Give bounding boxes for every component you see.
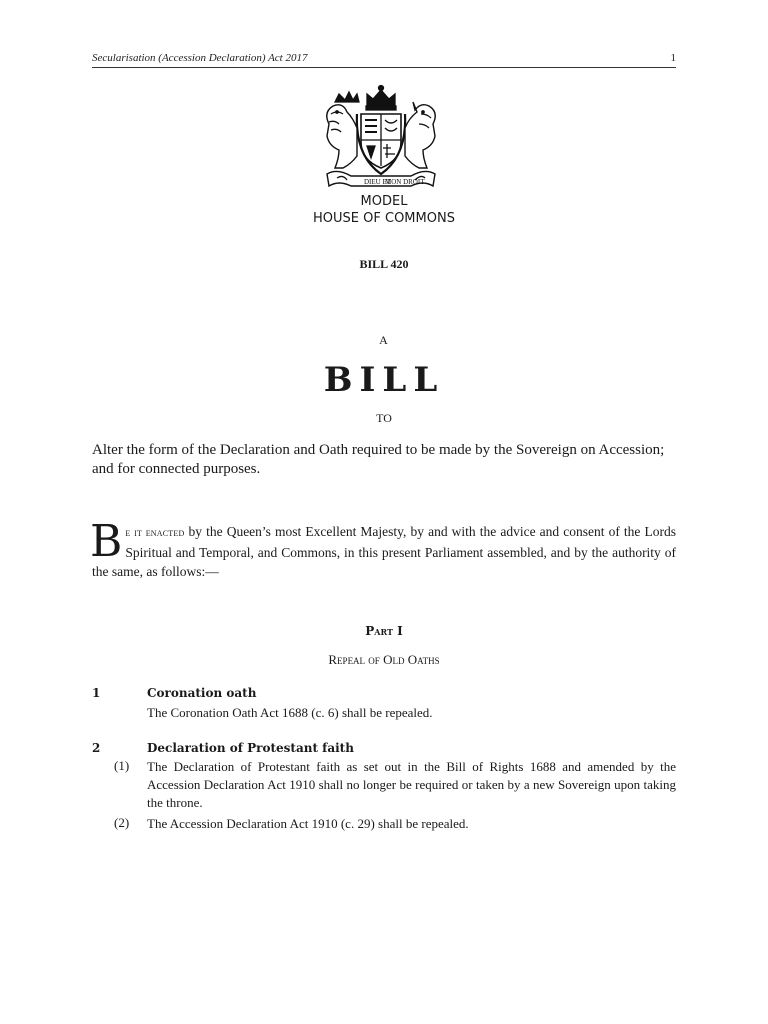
header-rule — [92, 67, 676, 68]
motto-right: MON DROIT — [385, 178, 425, 186]
enacting-small-caps: e it enacted — [125, 527, 185, 539]
section-text: The Coronation Oath Act 1688 (c. 6) shall be repealed. — [147, 705, 433, 720]
model-label: MODEL — [360, 194, 408, 209]
long-title: Alter the form of the Declaration and Oath required to be made by the Sovereign on Accession; and for connected purposes. — [92, 442, 665, 477]
running-header — [92, 52, 676, 64]
article-label: A — [379, 333, 389, 347]
enacting-formula — [90, 516, 676, 581]
motto-left: DIEU ET — [364, 178, 392, 186]
subsection-text: The Declaration of Protestant faith as set out in the Bill of Rights 1688 and amended by the Accession Declaration Act 1910 shall no longer be required or taken by a new Sovereign upon taking the throne. — [147, 759, 676, 810]
bill-number: BILL 420 — [359, 257, 409, 271]
section-number: 2 — [92, 741, 101, 755]
part-label: Part I — [365, 624, 403, 638]
running-title: Secularisation (Accession Declaration) Act 2017 — [92, 52, 308, 64]
to-label: TO — [376, 411, 392, 425]
subsection-number: (1) — [114, 758, 130, 773]
subsection-text: The Accession Declaration Act 1910 (c. 29) shall be repealed. — [147, 816, 469, 831]
section-number: 1 — [92, 686, 101, 700]
royal-coat-of-arms-icon — [317, 84, 445, 192]
part-title: Repeal of Old Oaths — [328, 652, 440, 667]
bill-title: BILL — [323, 360, 445, 400]
page-number: 1 — [670, 52, 676, 64]
subsection-number: (2) — [114, 815, 130, 830]
section-heading: Coronation oath — [147, 686, 257, 700]
house-label: HOUSE OF COMMONS — [313, 211, 455, 226]
enacting-text: by the Queen’s most Excellent Majesty, by and with the advice and consent of the Lords Spiritual and Temporal, and Commons, in this present Parliament assembled, and by the authority of the same, as follows:— — [92, 524, 676, 579]
section-heading: Declaration of Protestant faith — [147, 741, 354, 755]
drop-cap: B — [90, 516, 123, 567]
